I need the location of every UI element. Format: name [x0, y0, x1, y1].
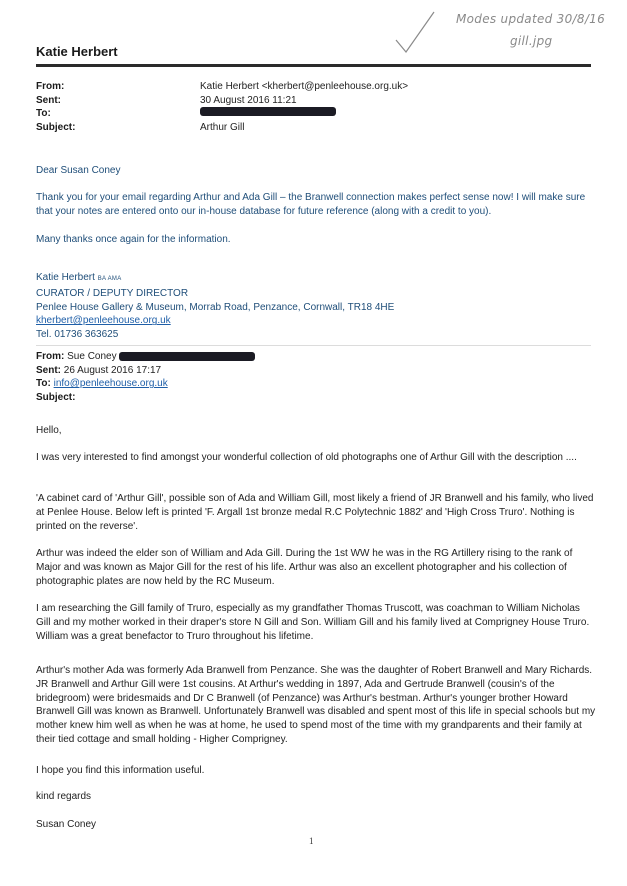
fwd-from-label: From:	[36, 351, 65, 362]
redacted-to-address	[200, 107, 336, 116]
from-value: Katie Herbert <kherbert@penleehouse.org.uk>	[200, 81, 409, 92]
fwd-to-label: To:	[36, 378, 51, 389]
reply-to-row	[36, 107, 591, 121]
fwd-subject-label: Subject:	[36, 391, 76, 403]
fwd-sent-label: Sent:	[36, 364, 61, 376]
reply-paragraph-2: Many thanks once again for the information.	[36, 234, 231, 245]
forward-separator	[36, 345, 591, 346]
fwd-from-row	[36, 350, 255, 364]
sent-value: 30 August 2016 11:21	[200, 94, 297, 106]
original-paragraph-4: I am researching the Gill family of Truro, especially as my grandfather Thomas Truscott, was coachman to William Nicholas Gill and my mother worked in their draper's store N Gill and Son. William Gill and his family lived at Comprigney House Truro. William was a great benefactor to Truro throughout his lifetime.	[36, 603, 590, 642]
reply-header	[36, 80, 591, 134]
handwritten-note-line2: gill.jpg	[510, 34, 553, 48]
signature-block	[36, 271, 596, 342]
signature-name: Katie Herbert	[36, 272, 95, 283]
reply-greeting: Dear Susan Coney	[36, 165, 121, 176]
original-paragraph-6: I hope you find this information useful.	[36, 765, 205, 776]
page-number: 1	[309, 836, 314, 846]
signature-address: Penlee House Gallery & Museum, Morrab Road, Penzance, Cornwall, TR18 4HE	[36, 301, 395, 313]
fwd-to-link[interactable]: info@penleehouse.org.uk	[53, 378, 168, 389]
from-label: From:	[36, 81, 65, 92]
subject-value: Arthur Gill	[200, 121, 245, 133]
forwarded-header	[36, 350, 255, 404]
signature-name-line	[36, 271, 596, 287]
signature-postnominals: BA AMA	[97, 276, 122, 282]
original-paragraph-2: 'A cabinet card of 'Arthur Gill', possible son of Ada and William Gill, most likely a friend of JR Branwell and his family, who lived at Penlee House. Below left is printed 'F. Argall 1st bronze medal R.C Polytechnic 1882' and 'High Cross Truro'. Nothing is printed on the reverse'.	[36, 493, 594, 532]
original-sender: Susan Coney	[36, 819, 97, 830]
reply-paragraph-1: Thank you for your email regarding Arthur and Ada Gill – the Branwell connection makes perfect sense now! I will make sure that your notes are entered onto our in-house database for future reference (along with a credit to you).	[36, 192, 586, 217]
signature-phone: Tel. 01736 363625	[36, 329, 119, 341]
fwd-subject-row	[36, 391, 255, 405]
checkmark-icon	[392, 6, 452, 56]
title-rule	[36, 64, 591, 67]
reply-subject-row	[36, 121, 591, 135]
signature-role: CURATOR / DEPUTY DIRECTOR	[36, 287, 189, 299]
fwd-to-row	[36, 377, 255, 391]
reply-sent-row	[36, 94, 591, 108]
signature-email-link[interactable]: kherbert@penleehouse.org.uk	[36, 315, 171, 327]
original-paragraph-5: Arthur's mother Ada was formerly Ada Branwell from Penzance. She was the daughter of Robert Branwell and Mary Richards. JR Branwell and Arthur Gill were 1st cousins. At Arthur's wedding in 1897, Ada and Gertrude Branwell (cousin's of the bridegroom) were bridesmaids and Dr C Branwell (of Penzance) was Arthur's bestman. Arthur's younger brother Howard Branwell Gill was known as Branwell. Unfortunately Branwell was disabled and spent most of this life in special schools but my mother knew him well as when he was at home, he used to spend most of the time with my grandparents and their family at their tied cottage and small holding - Higher Comprigney.	[36, 665, 596, 745]
original-closing: kind regards	[36, 791, 92, 802]
reply-from-row	[36, 80, 591, 94]
fwd-sent-row	[36, 364, 255, 378]
subject-label: Subject:	[36, 121, 76, 133]
fwd-sent-value: 26 August 2016 17:17	[63, 364, 162, 376]
handwritten-note-line1: Modes updated 30/8/16	[456, 12, 606, 26]
redacted-from-email	[119, 352, 255, 361]
fwd-from-name: Sue Coney	[67, 351, 117, 362]
sent-label: Sent:	[36, 94, 61, 106]
document-title: Katie Herbert	[36, 44, 118, 59]
original-greeting: Hello,	[36, 425, 62, 436]
to-label: To:	[36, 108, 51, 119]
original-paragraph-1: I was very interested to find amongst your wonderful collection of old photographs one of Arthur Gill with the description ....	[36, 452, 577, 463]
original-paragraph-3: Arthur was indeed the elder son of William and Ada Gill. During the 1st WW he was in the RG Artillery rising to the rank of Major and was known as Major Gill for the rest of his life. Arthur was also an excellent photographer and his collection of photographic plates are now held by the RC Museum.	[36, 548, 573, 587]
